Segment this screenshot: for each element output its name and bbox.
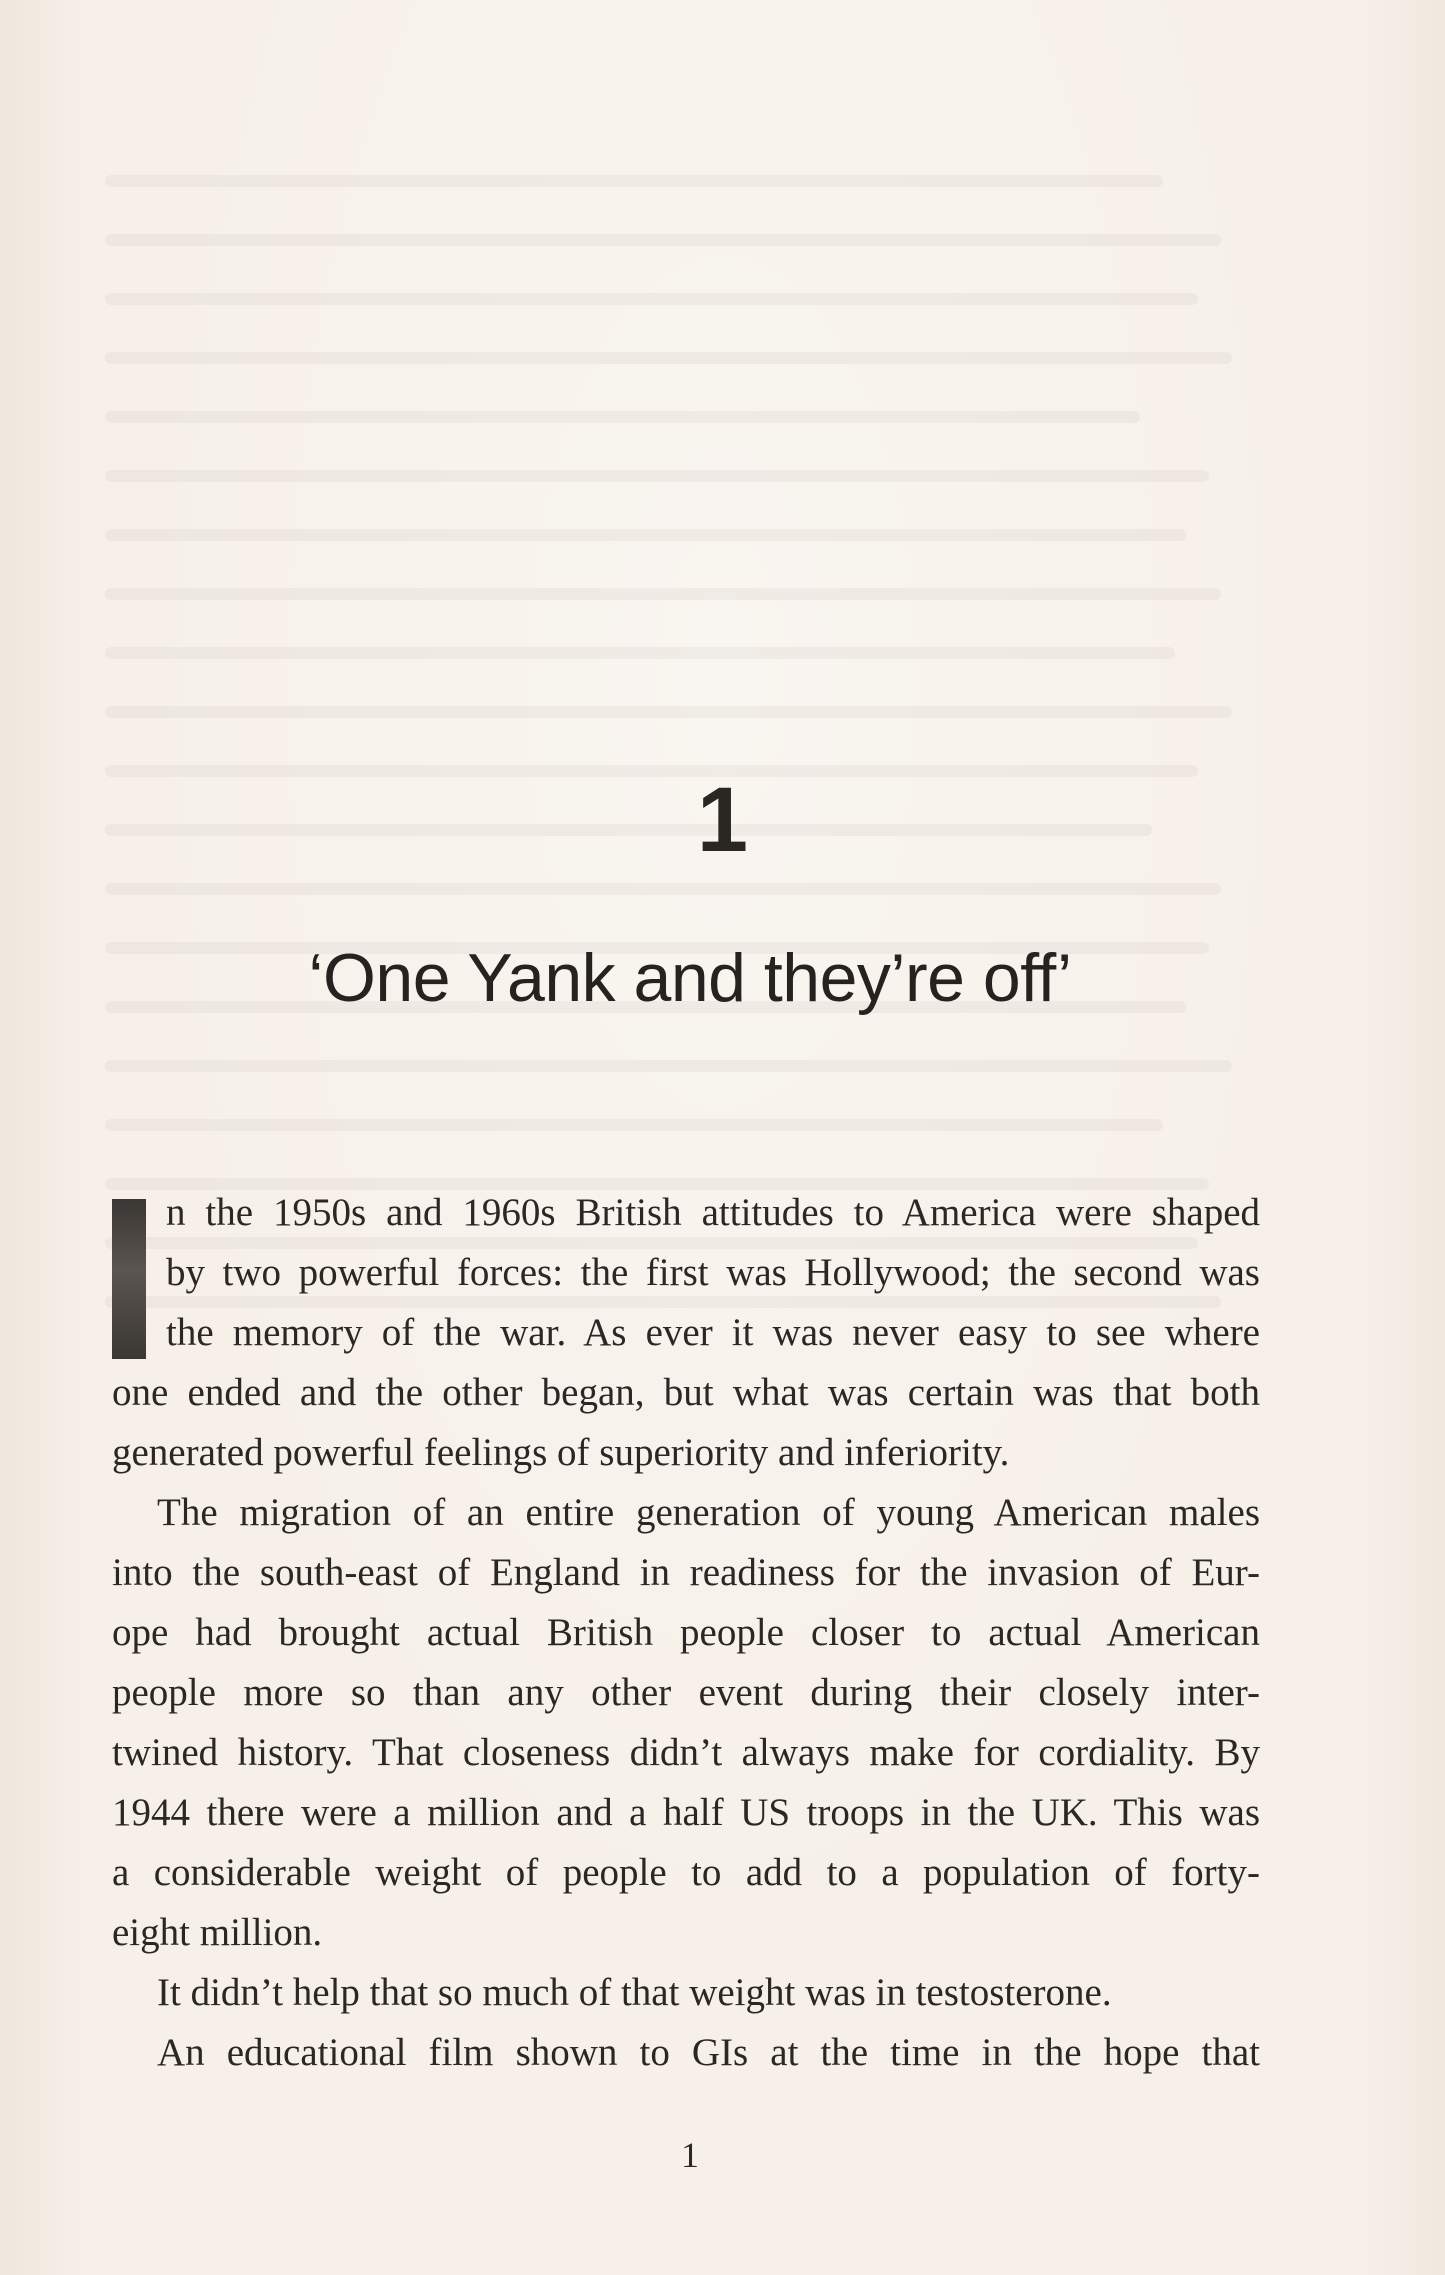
page-number: 1 [681,2135,699,2175]
body-line: It didn’t help that so much of that weight was in testosterone. [157,1971,1112,2014]
body-line: 1944 there were a million and a half US troops in the UK. This was [112,1791,1260,1834]
body-line: An educational film shown to GIs at the time in the hope that [157,2031,1260,2074]
body-line: n the 1950s and 1960s British attitudes to America were shaped [166,1191,1260,1234]
body-line: by two powerful forces: the first was Hollywood; the second was [166,1251,1260,1294]
body-line: twined history. That closeness didn’t always make for cordiality. By [112,1731,1260,1774]
body-line: people more so than any other event during their closely inter- [112,1671,1260,1714]
chapter-number: 1 [696,769,749,871]
body-line: The migration of an entire generation of young American males [157,1491,1260,1534]
body-line: ope had brought actual British people closer to actual American [112,1611,1260,1654]
drop-cap [112,1199,146,1359]
body-line: into the south-east of England in readiness for the invasion of Eur- [112,1551,1260,1594]
drop-cap-letter [112,1199,146,1359]
body-line: generated powerful feelings of superiority and inferiority. [112,1431,1010,1474]
body-line: eight million. [112,1911,323,1954]
body-line: the memory of the war. As ever it was never easy to see where [166,1311,1260,1354]
chapter-body [112,1183,1260,2083]
body-line: a considerable weight of people to add to a population of forty- [112,1851,1260,1894]
chapter-title: ‘One Yank and they’re off’ [308,940,1072,1016]
body-line: one ended and the other began, but what was certain was that both [112,1371,1260,1414]
